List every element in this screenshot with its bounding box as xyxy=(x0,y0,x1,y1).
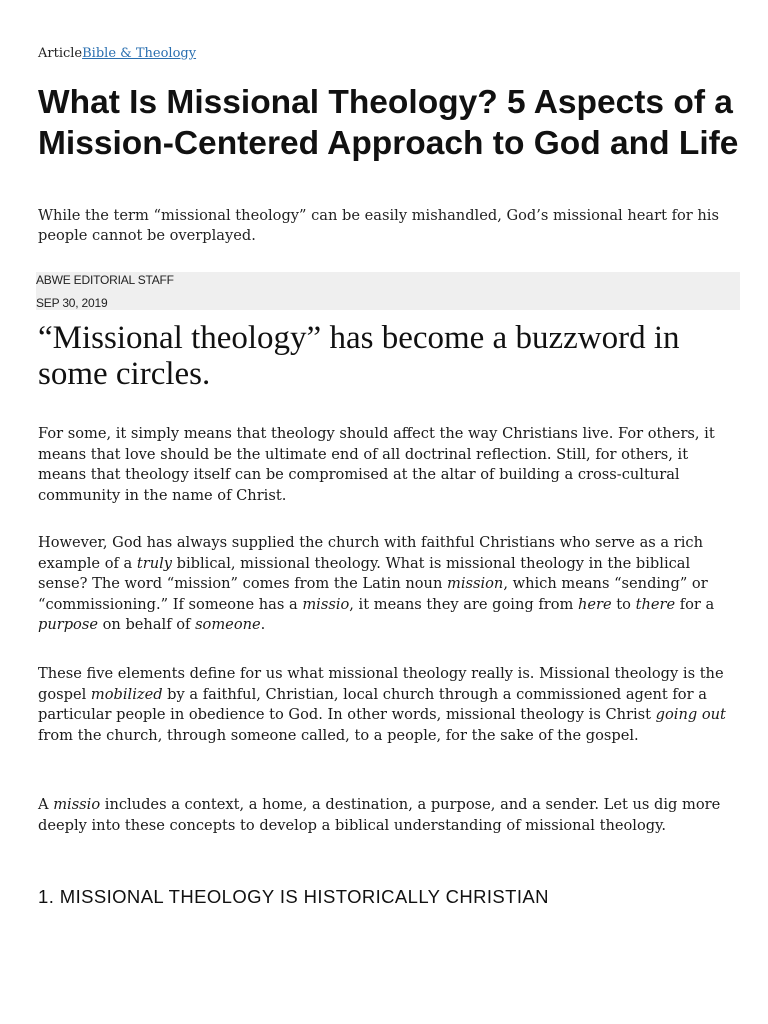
emphasis: someone xyxy=(195,616,261,634)
text-run: However, God has always supplied the church with faithful Christians who serve as a rich example of a xyxy=(38,534,703,572)
emphasis: there xyxy=(635,595,676,613)
article-title: What Is Missional Theology? 5 Aspects of a Mission-Centered Approach to God and Life xyxy=(38,84,739,162)
body-paragraph-4 xyxy=(38,795,740,836)
article-type-label: Article xyxy=(38,46,83,61)
body-paragraph-3 xyxy=(38,664,740,746)
text-run: , which means “sending” or “commissioning.” If someone has a xyxy=(38,575,708,613)
body-paragraph-1: For some, it simply means that theology should affect the way Christians live. For others, it means that love should be the ultimate end of all doctrinal reflection. Still, for others, it means that theology itself can be compromised at the altar of building a cross-cultural community in the name of Christ. xyxy=(38,425,715,504)
byline-box xyxy=(36,272,740,310)
text-run: on behalf of xyxy=(97,616,196,634)
emphasis: truly xyxy=(136,554,173,572)
breadcrumb xyxy=(38,46,196,61)
text-run: by a faithful, Christian, local church through a commissioned agent for a particular people in obedience to God. In other words, missional theology is Christ xyxy=(38,685,707,724)
body-paragraph-2 xyxy=(38,533,740,636)
text-run: . xyxy=(260,616,266,634)
publish-date: SEP 30, 2019 xyxy=(36,296,108,310)
author-name: ABWE EDITORIAL STAFF xyxy=(36,273,174,287)
article-subtitle: While the term “missional theology” can be easily mishandled, God’s missional heart for his people cannot be overplayed. xyxy=(38,207,719,244)
text-run: to xyxy=(611,595,636,613)
emphasis: missio xyxy=(302,595,350,613)
text-run: These five elements define for us what missional theology really is. Missional theology is the gospel xyxy=(38,665,724,703)
section-heading: 1. MISSIONAL THEOLOGY IS HISTORICALLY CHRISTIAN xyxy=(38,886,549,907)
text-run: biblical, missional theology. What is missional theology in the biblical sense? The word “mission” comes from the Latin noun xyxy=(38,554,691,593)
text-run: for a xyxy=(675,595,715,613)
text-run: A xyxy=(38,796,54,813)
lead-statement: “Missional theology” has become a buzzword in some circles. xyxy=(38,320,680,392)
emphasis: missio xyxy=(53,796,101,813)
emphasis: purpose xyxy=(38,616,98,634)
text-run: from the church, through someone called, to a people, for the sake of the gospel. xyxy=(38,726,639,744)
text-run: , it means they are going from xyxy=(349,595,578,613)
emphasis: mission xyxy=(446,575,504,593)
text-run: includes a context, a home, a destination, a purpose, and a sender. Let us dig more deeply into these concepts to develop a biblical understanding of missional theology. xyxy=(38,796,721,834)
emphasis: mobilized xyxy=(90,685,163,703)
emphasis: here xyxy=(578,595,612,613)
category-link[interactable]: Bible & Theology xyxy=(82,46,197,61)
emphasis: going out xyxy=(655,706,726,724)
